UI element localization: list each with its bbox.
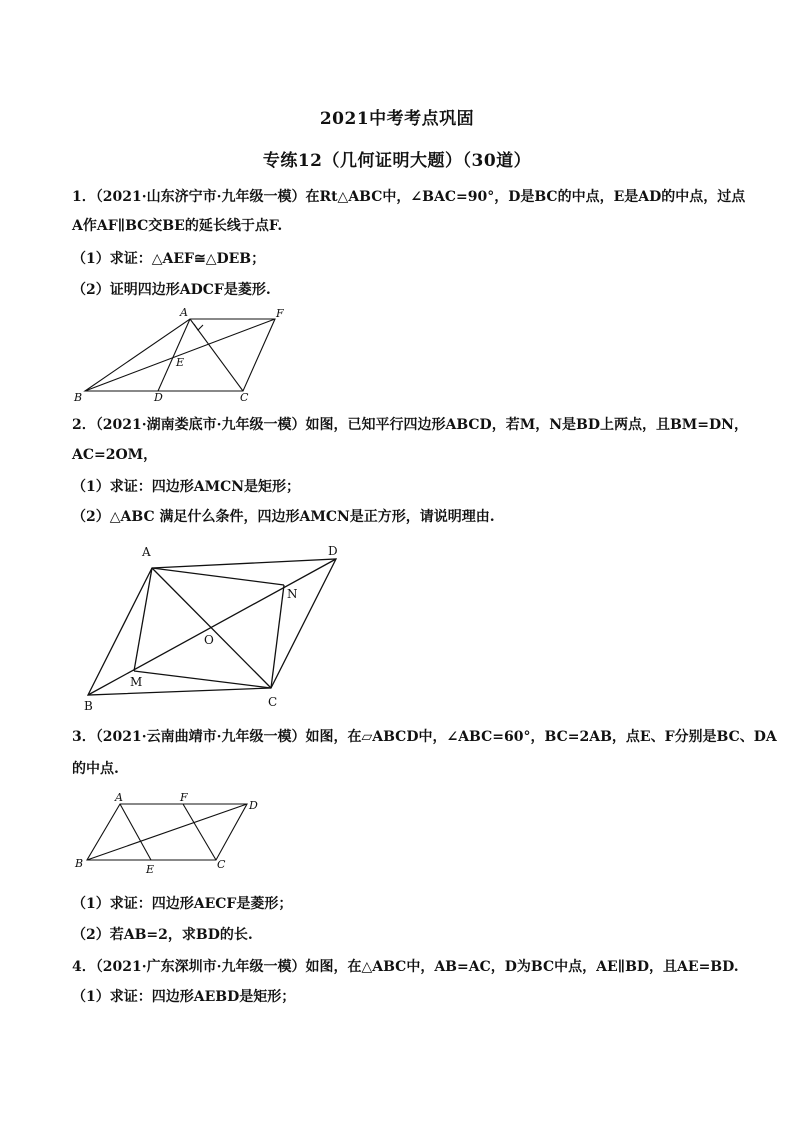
q3-label-c: C xyxy=(217,858,226,871)
q1-label-f: F xyxy=(276,307,284,320)
q2-figure xyxy=(75,538,355,713)
q4-part-1: （1）求证：四边形AEBD是矩形； xyxy=(72,989,296,1005)
q3-part-1: （1）求证：四边形AECF是菱形； xyxy=(72,896,293,912)
q1-line-2: A作AF∥BC交BE的延长线于点F. xyxy=(72,218,283,234)
q2-label-a: A xyxy=(142,545,151,559)
q2-line-2: AC=2OM， xyxy=(72,447,158,463)
q2-label-b: B xyxy=(84,699,93,713)
q3-label-a: A xyxy=(115,791,123,804)
q1-label-e: E xyxy=(176,356,185,369)
q1-label-a: A xyxy=(180,306,188,319)
q2-label-m: M xyxy=(130,675,143,689)
q2-part-2: （2）△ABC 满足什么条件，四边形AMCN是正方形，请说明理由. xyxy=(72,509,495,525)
q2-part-1: （1）求证：四边形AMCN是矩形； xyxy=(72,479,301,495)
q1-label-c: C xyxy=(240,391,249,402)
q2-label-o: O xyxy=(204,633,214,647)
q2-label-d: D xyxy=(328,544,338,558)
page-subtitle: 专练12（几何证明大题）（30道） xyxy=(262,151,532,171)
q3-line-2: 的中点. xyxy=(72,761,119,777)
q2-line-1: 2．（2021·湖南娄底市·九年级一模）如图，已知平行四边形ABCD，若M，N是BD上两点，且BM=DN， xyxy=(72,417,748,433)
q2-label-c: C xyxy=(268,695,278,709)
q1-part-2: （2）证明四边形ADCF是菱形. xyxy=(72,282,271,298)
q3-line-1: 3．（2021·云南曲靖市·九年级一模）如图，在▱ABCD中，∠ABC=60°，BC=2AB，点E、F分别是BC、DA xyxy=(72,729,777,745)
q3-label-f: F xyxy=(180,791,188,804)
page-title: 2021中考考点巩固 xyxy=(319,109,475,129)
q3-figure xyxy=(70,785,270,875)
q3-label-d: D xyxy=(249,799,258,812)
q1-line-1: 1．（2021·山东济宁市·九年级一模）在Rt△ABC中，∠BAC=90°，D是BC的中点，E是AD的中点，过点 xyxy=(72,189,746,205)
q1-label-b: B xyxy=(74,391,83,402)
q3-part-2: （2）若AB=2，求BD的长. xyxy=(72,927,253,943)
q3-label-b: B xyxy=(75,857,84,870)
q1-label-d: D xyxy=(154,391,163,402)
q1-figure xyxy=(70,302,300,402)
q4-line-1: 4．（2021·广东深圳市·九年级一模）如图，在△ABC中，AB=AC，D为BC中点，AE∥BD，且AE=BD. xyxy=(72,959,739,975)
q2-label-n: N xyxy=(287,587,298,601)
q1-part-1: （1）求证：△AEF≅△DEB； xyxy=(72,251,266,267)
q3-label-e: E xyxy=(146,863,155,875)
